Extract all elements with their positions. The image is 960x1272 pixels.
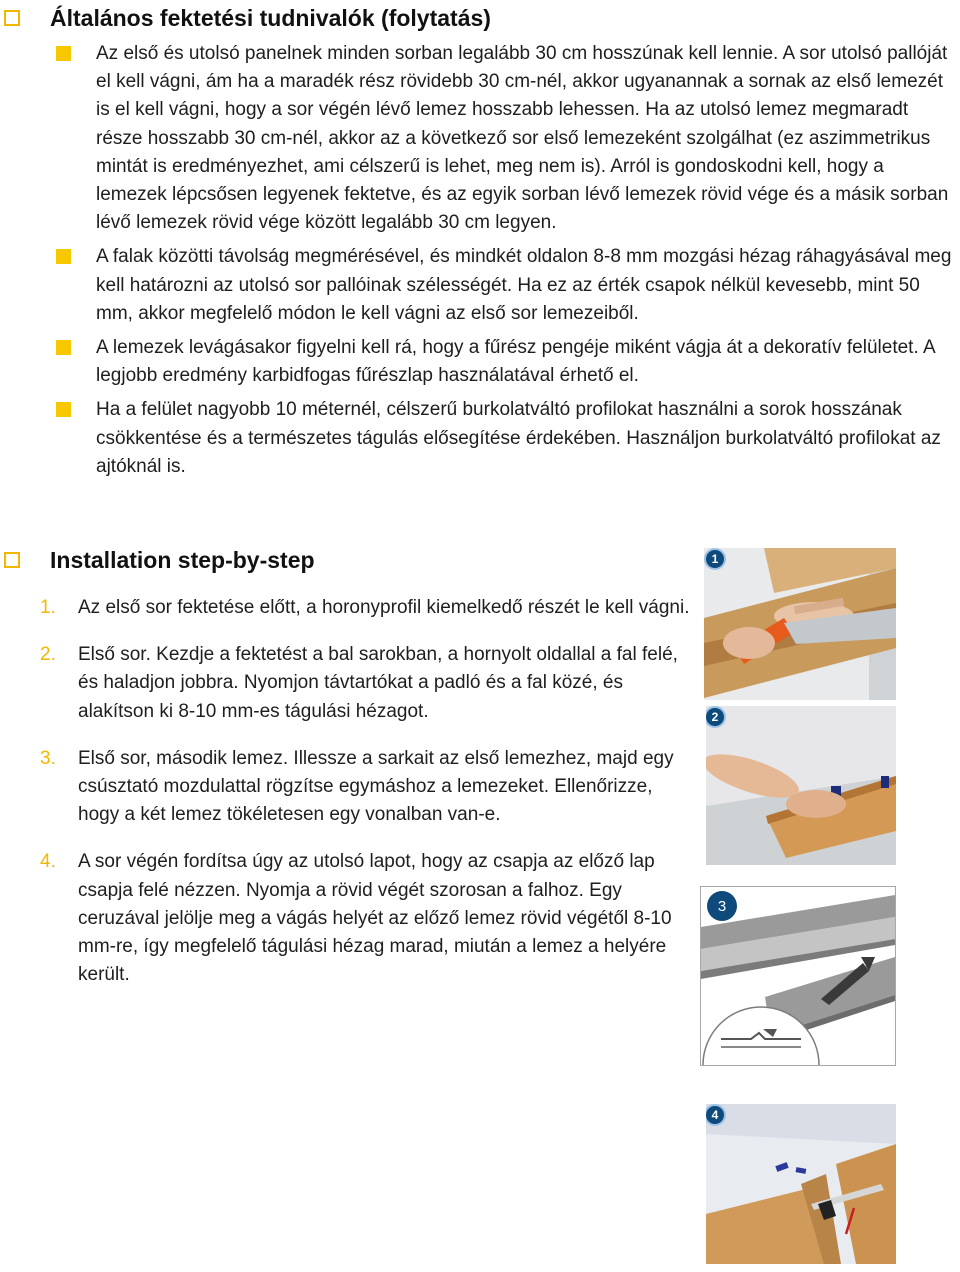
step-item [40,641,690,726]
step-text: A sor végén fordítsa úgy az utolsó lapot, hogy az csapja az előző lap csapja felé nézzen. Nyomja a rövid végét szorosan a falhoz. Egy ceruzával jelölje meg a vágás helyét az előző lemez rövid végétől 8-10 mm-re, így megfelelő tágulási hézag marad, miután a lemez a helyére került. [78,851,672,986]
step-number: 1. [40,597,56,618]
figure-number-badge: 2 [706,706,726,728]
installation-steps-list [40,594,690,1008]
step-number: 4. [40,851,56,873]
bullet-item: Ha a felület nagyobb 10 méternél, célszerű burkolatváltó profilokat használni a sorok hosszának csökkentése és a természetes tágulás elősegítése érdekében. Használjon burkolatváltó profilokat az ajtóknál is. [56,396,952,481]
step-number: 3. [40,747,56,769]
section-heading-installation [4,545,315,575]
bullet-item: Az első és utolsó panelnek minden sorban legalább 30 cm hosszúnak kell lennie. A sor utolsó pallóját el kell vágni, ám ha a maradék rész rövidebb 30 cm-nél, akkor ugyanannak a sornak az első lemezét is el kell vágni, hogy a sor végén lévő lemez hosszabb lehessen. Ha az utolsó lemez megmaradt része hosszabb 30 cm-nél, akkor az a következő sor első lemezeként szolgálhat (ez aszimmetrikus mintát is eredményezhet, ami célszerű is lehet, meg nem is). Arról is gondoskodni kell, hogy a lemezek lépcsősen legyenek fektetve, és az egyik sorban lévő lemezek rövid vége és a másik sorban lévő lemezek rövid vége között legalább 30 cm legyen. [56,40,952,237]
figure-3-joining-diagram [700,886,896,1066]
square-bullet-icon [56,249,71,264]
checkbox-square-icon [4,10,20,26]
general-bullet-list [56,40,952,487]
figure-4-marking-cut [706,1104,896,1264]
step-item [40,745,690,830]
bullet-item: A lemezek levágásakor figyelni kell rá, hogy a fűrész pengéje miként vágja át a dekoratív felületet. A legjobb eredmény karbidfogas fűrészlap használatával érhető el. [56,334,952,390]
step-text: Első sor, második lemez. Illessze a sarkait az első lemezhez, majd egy csúsztató mozdulattal rögzítse egymáshoz a lemezeket. Ellenőrizze, hogy a két lemez tökéletesen egy vonalban van-e. [78,747,674,826]
section-title: Installation step-by-step [50,546,315,573]
step-text: Első sor. Kezdje a fektetést a bal sarokban, a hornyolt oldallal a fal felé, és haladjon jobbra. Nyomjon távtartókat a padló és a fal közé, és alakítson ki 8-10 mm-es tágulási hézagot. [78,644,678,722]
first-row-illustration [706,706,896,865]
bullet-item: A falak közötti távolság megmérésével, és mindkét oldalon 8-8 mm mozgási hézag ráhagyásával meg kell határozni az utolsó sor pallóinak szélességét. Ha ez az érték csapok nélkül kevesebb, mint 50 mm, akkor megfelelő módon le kell vágni az első sor lemezeiből. [56,243,952,328]
square-bullet-icon [56,340,71,355]
step-item [40,594,690,622]
square-bullet-icon [56,402,71,417]
figure-2-first-row [706,706,896,865]
figure-number-badge: 3 [707,891,737,921]
step-text: Az első sor fektetése előtt, a horonyprofil kiemelkedő részét le kell vágni. [78,597,690,618]
checkbox-square-icon [4,552,20,568]
step-number: 2. [40,644,56,666]
figure-1-saw-cutting [704,548,896,700]
section-heading-general [4,3,491,33]
figure-number-badge: 4 [706,1104,726,1126]
figure-number-badge: 1 [704,548,726,570]
square-bullet-icon [56,46,71,61]
section-title: Általános fektetési tudnivalók (folytatás) [50,4,491,31]
saw-cutting-illustration [704,548,896,700]
step-item [40,848,690,989]
marking-cut-illustration [706,1104,896,1264]
